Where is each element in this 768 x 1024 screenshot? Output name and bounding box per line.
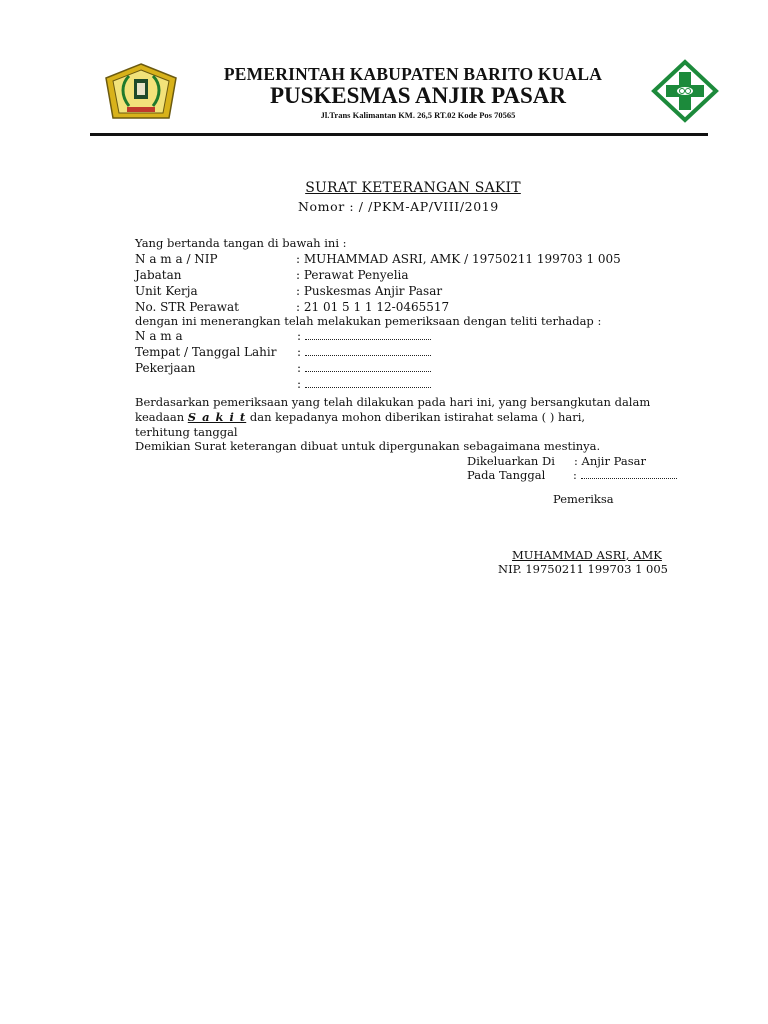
signer-value-name: : MUHAMMAD ASRI, AMK / 19750211 199703 1 005	[296, 252, 621, 266]
body-line-1: Berdasarkan pemeriksaan yang telah dilakukan pada hari ini, yang bersangkutan dalam	[135, 395, 651, 409]
patient-field-name: :	[297, 329, 431, 343]
signer-label-str: No. STR Perawat	[135, 300, 239, 314]
signature-name: MUHAMMAD ASRI, AMK	[512, 548, 662, 562]
signer-value-position: : Perawat Penyelia	[296, 268, 409, 282]
blank-line	[581, 470, 677, 479]
issued-date-label: Pada Tanggal	[467, 468, 546, 482]
signer-label-name: N a m a / NIP	[135, 252, 218, 266]
institution-address: Jl.Trans Kalimantan KM. 26,5 RT.02 Kode Pos 70565	[320, 110, 516, 120]
statement-text: dengan ini menerangkan telah melakukan pemeriksaan dengan teliti terhadap :	[135, 314, 602, 328]
issued-place-label: Dikeluarkan Di	[467, 454, 555, 468]
patient-field-job: :	[297, 361, 431, 375]
blank-line	[305, 379, 431, 388]
signer-label-position: Jabatan	[135, 268, 182, 282]
puskesmas-cross-icon	[650, 59, 720, 123]
document-title: SURAT KETERANGAN SAKIT	[305, 180, 521, 196]
signer-value-unit: : Puskesmas Anjir Pasar	[296, 284, 443, 298]
signer-label-unit: Unit Kerja	[135, 284, 198, 298]
signer-value-str: : 21 01 5 1 1 12-0465517	[296, 300, 450, 314]
body-line-2: keadaan S a k i t dan kepadanya mohon diberikan istirahat selama ( ) hari,	[135, 410, 586, 424]
government-name: PEMERINTAH KABUPATEN BARITO KUALA	[223, 64, 603, 84]
patient-label-birth: Tempat / Tanggal Lahir	[135, 345, 277, 359]
header-divider	[90, 133, 708, 136]
document-number: Nomor : / /PKM-AP/VIII/2019	[298, 199, 499, 214]
institution-name: PUSKESMAS ANJIR PASAR	[269, 83, 567, 108]
signature-role: Pemeriksa	[553, 492, 614, 506]
intro-text: Yang bertanda tangan di bawah ini :	[135, 236, 347, 250]
body-line-3: terhitung tanggal	[135, 425, 238, 439]
closing-text: Demikian Surat keterangan dibuat untuk dipergunakan sebagaimana mestinya.	[135, 439, 601, 453]
issued-place-value: : Anjir Pasar	[574, 454, 646, 468]
blank-line	[305, 347, 431, 356]
patient-field-extra: :	[297, 377, 431, 391]
signature-nip: NIP. 19750211 199703 1 005	[498, 562, 668, 576]
blank-line	[305, 331, 431, 340]
issued-date-field: :	[573, 468, 677, 482]
patient-label-name: N a m a	[135, 329, 183, 343]
patient-field-birth: :	[297, 345, 431, 359]
patient-label-job: Pekerjaan	[135, 361, 196, 375]
blank-line	[305, 363, 431, 372]
sakit-emphasis: S a k i t	[187, 410, 247, 424]
